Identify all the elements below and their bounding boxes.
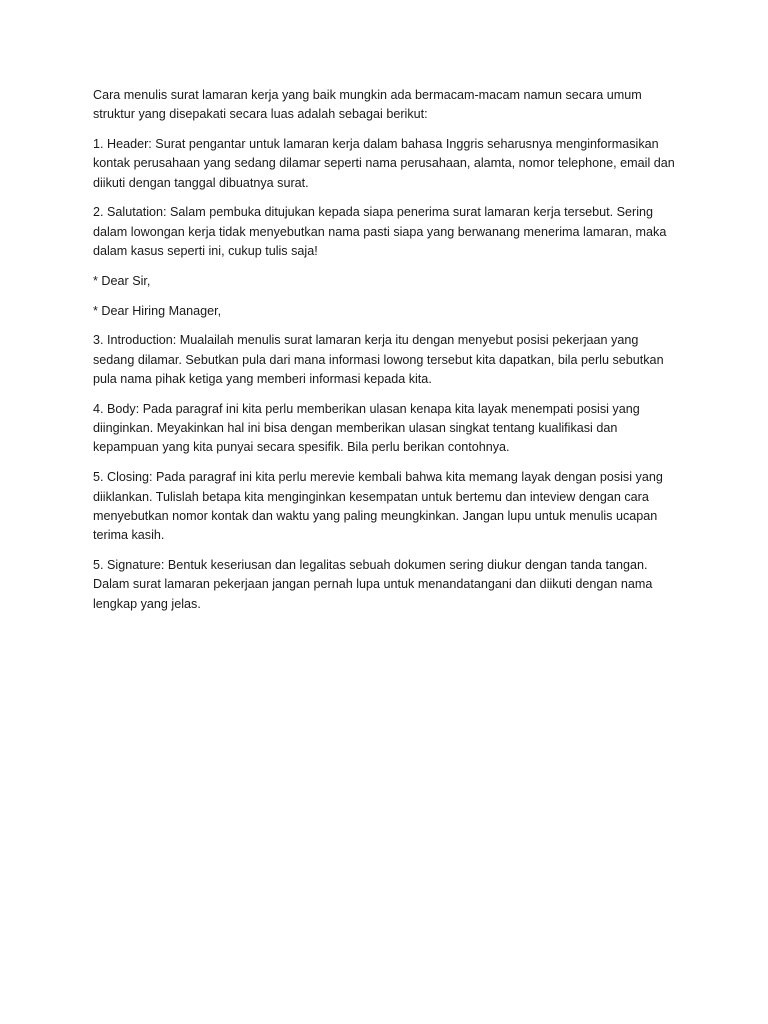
- header-paragraph: 1. Header: Surat pengantar untuk lamaran kerja dalam bahasa Inggris seharusnya menginformasikan kontak perusahaan yang sedang dilamar seperti nama perusahaan, alamta, nomor telephone, email dan diikuti dengan tanggal dibuatnya surat.: [93, 137, 675, 190]
- body-paragraph: 4. Body: Pada paragraf ini kita perlu memberikan ulasan kenapa kita layak menempati posisi yang diinginkan. Meyakinkan hal ini bisa dengan memberikan ulasan singkat tentang kualifikasi dan kepampuan yang kita punyai secara spesifik. Bila perlu berikan contohnya.: [93, 401, 640, 455]
- signature-paragraph: 5. Signature: Bentuk keseriusan dan legalitas sebuah dokumen sering diukur dengan tanda tangan. Dalam surat lamaran pekerjaan jangan pernah lupa untuk menandatangani dan diikuti dengan nama lengkap yang jelas.: [93, 557, 653, 611]
- document-body: [93, 86, 683, 624]
- closing-paragraph: 5. Closing: Pada paragraf ini kita perlu merevie kembali bahwa kita memang layak dengan posisi yang diiklankan. Tulislah betapa kita menginginkan kesempatan untuk bertemu dan inteview dengan cara menyebutkan nomor kontak dan waktu yang paling meungkinkan. Jangan lupu untuk menulis ucapan terima kasih.: [93, 470, 663, 543]
- salutation-paragraph: 2. Salutation: Salam pembuka ditujukan kepada siapa penerima surat lamaran kerja tersebut. Sering dalam lowongan kerja tidak menyebutkan nama pasti siapa yang berwanang menerima lamaran, maka dalam kasus seperti ini, cukup tulis saja!: [93, 205, 667, 259]
- introduction-paragraph: 3. Introduction: Mualailah menulis surat lamaran kerja itu dengan menyebut posisi pekerjaan yang sedang dilamar. Sebutkan pula dari mana informasi lowong tersebut kita dapatkan, bila perlu sebutkan pula nama pihak ketiga yang memberi informasi kepada kita.: [93, 333, 664, 387]
- intro-paragraph: Cara menulis surat lamaran kerja yang baik mungkin ada bermacam-macam namun secara umum struktur yang disepakati secara luas adalah sebagai berikut:: [93, 88, 642, 122]
- salutation-example-hiring-manager: * Dear Hiring Manager,: [93, 303, 222, 318]
- salutation-example-sir: * Dear Sir,: [93, 273, 151, 288]
